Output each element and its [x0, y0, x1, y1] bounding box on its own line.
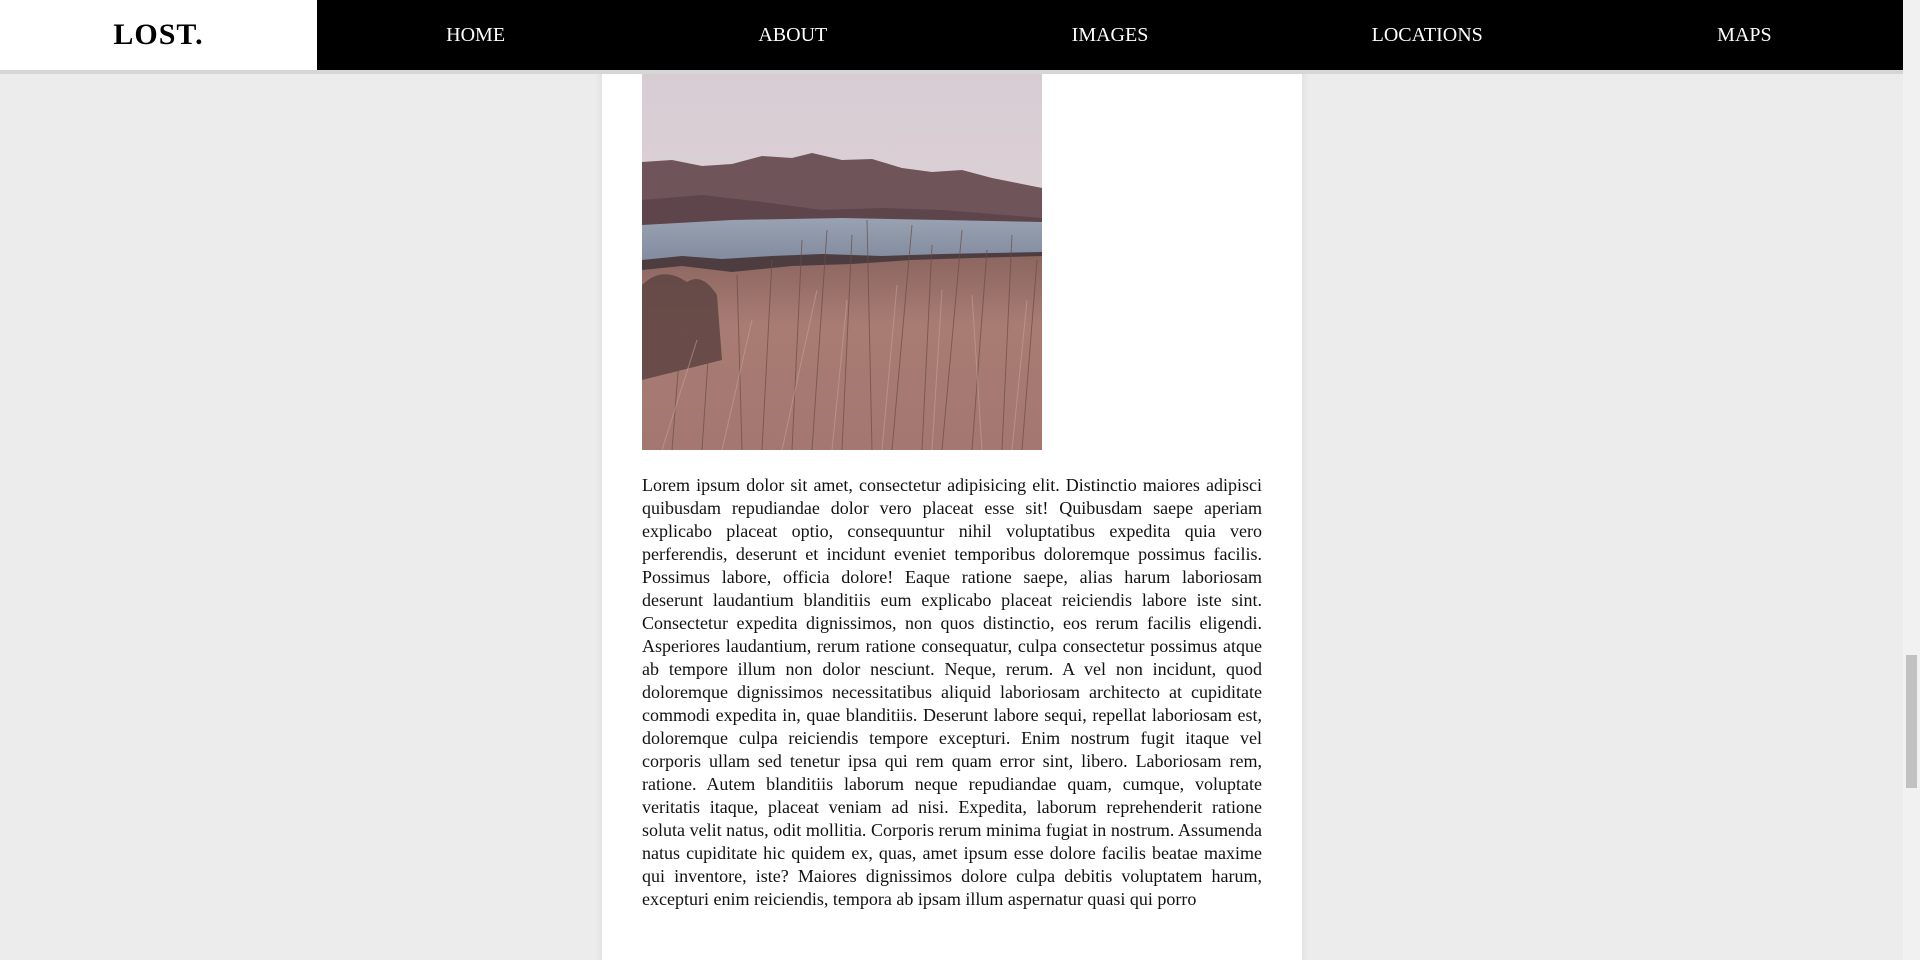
header-divider — [0, 70, 1903, 74]
top-navigation-bar — [0, 0, 1903, 70]
nav-link-about[interactable]: ABOUT — [758, 23, 828, 46]
vertical-scrollbar[interactable] — [1903, 0, 1920, 960]
content-card — [602, 60, 1302, 960]
site-logo: LOST. — [113, 18, 204, 51]
nav-link-locations[interactable]: LOCATIONS — [1371, 23, 1483, 46]
nav-link-maps[interactable]: MAPS — [1717, 23, 1772, 46]
landscape-photo — [642, 60, 1042, 450]
nav-link-images[interactable]: IMAGES — [1071, 23, 1149, 46]
article-body: Lorem ipsum dolor sit amet, consectetur adipisicing elit. Distinctio maiores adipisci quibusdam repudiandae dolor vero placeat esse sit! Quibusdam saepe aperiam explicabo placeat optio, consequuntur nihil voluptatibus expedita quia vero perferendis, deserunt et incidunt eveniet temporibus doloremque possimus facilis. Possimus labore, officia dolore! Eaque ratione saepe, alias harum laboriosam deserunt laudantium blanditiis eum explicabo placeat reiciendis labore iste sint. Consectetur expedita dignissimos, non quos distinctio, eos rerum facilis eligendi. Asperiores laudantium, rerum ratione consequatur, culpa consectetur possimus atque ab tempore illum non dolor nesciunt. Neque, rerum. A vel non incidunt, quod doloremque dignissimos necessitatibus aliquid laboriosam architecto at cupiditate commodi expedita in, quae blanditiis. Deserunt labore sequi, repellat laboriosam est, doloremque culpa reiciendis tempore excepturi. Enim nostrum fugit itaque vel corporis ullam sed tenetur ipsa qui rem quam error sint, libero. Laboriosam rem, ratione. Autem blanditiis laborum neque repudiandae quam, cumque, voluptate veritatis itaque, placeat veniam ad nisi. Expedita, laborum reprehenderit ratione soluta velit natus, odit mollitia. Corporis rerum minima fugiat in nostrum. Assumenda natus cupiditate hic quidem ex, quas, amet ipsum esse dolore facilis beatae maxime qui inventore, iste? Maiores dignissimos dolore culpa debitis voluptatem harum, excepturi enim reiciendis, tempora ab ipsam illum aspernatur quasi qui porro — [642, 475, 1262, 909]
scrollbar-thumb[interactable] — [1906, 655, 1917, 788]
nav-link-home[interactable]: HOME — [446, 23, 506, 46]
logo-link[interactable] — [0, 0, 317, 70]
main-nav — [317, 0, 1903, 70]
